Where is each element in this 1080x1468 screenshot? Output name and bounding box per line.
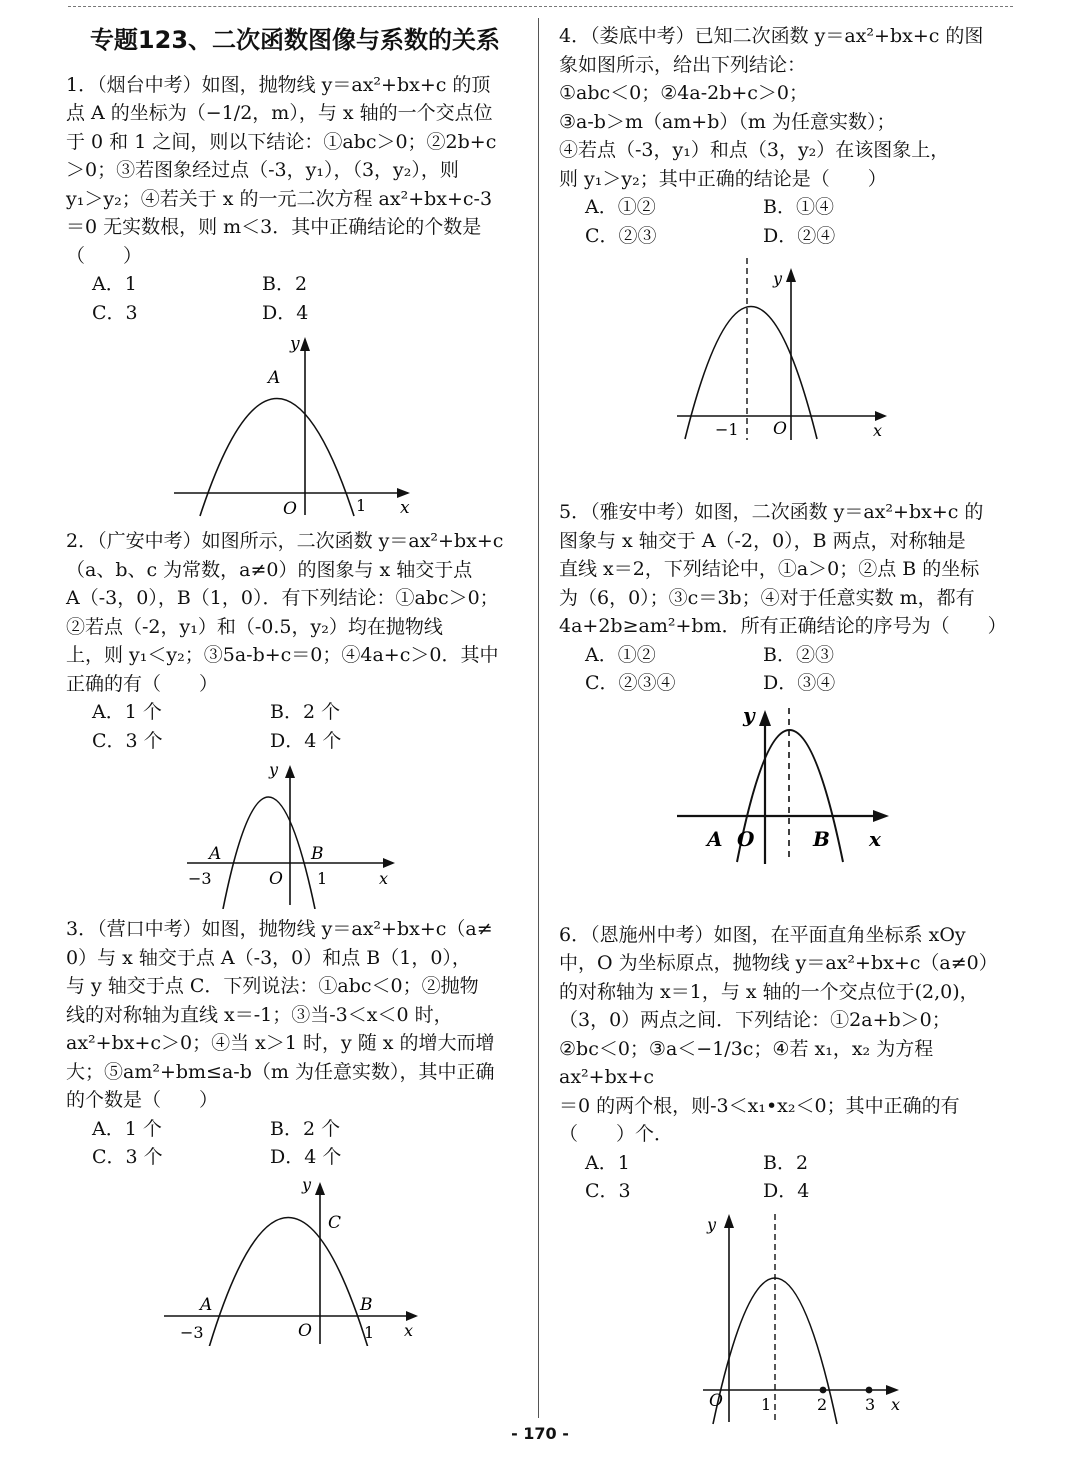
option-c[interactable]: C．②③④ — [585, 672, 676, 694]
option-b[interactable]: B．2 — [763, 1151, 809, 1174]
option-d[interactable]: D．4 — [763, 1180, 810, 1202]
x-axis-label: x — [400, 498, 410, 518]
figure-4 — [673, 254, 903, 454]
tick-neg3-label: −3 — [188, 869, 212, 888]
question-line: 的对称轴为 x＝1，与 x 轴的一个交点位于(2,0)， — [559, 980, 979, 1003]
question-line: 1．（烟台中考）如图，抛物线 y＝ax²+bx+c 的顶 — [66, 73, 491, 96]
option-d[interactable]: D．4 个 — [270, 729, 342, 752]
question-line: 2．（广安中考）如图所示，二次函数 y＝ax²+bx+c — [66, 530, 504, 552]
origin-label: O — [773, 419, 787, 439]
origin-label: O — [737, 826, 755, 851]
origin-label: O — [298, 1320, 312, 1341]
question-line: 6．（恩施州中考）如图，在平面直角坐标系 xOy — [559, 923, 966, 946]
column-divider — [538, 18, 539, 1418]
question-5 — [559, 498, 1017, 867]
tick-1-label: 1 — [317, 869, 328, 888]
option-c[interactable]: C．②③ — [585, 224, 657, 247]
question-4 — [559, 22, 1017, 454]
question-line: ax²+bx+c＞0；④当 x＞1 时，y 随 x 的增大而增 — [66, 1032, 495, 1054]
question-line: ④若点（-3，y₁）和点（3，y₂）在该图象上， — [559, 139, 950, 161]
option-b[interactable]: B．2 个 — [270, 701, 341, 723]
question-line: ②若点（-2，y₁）和（-0.5，y₂）均在抛物线 — [66, 615, 443, 638]
option-a[interactable]: A．1 个 — [92, 1117, 162, 1140]
question-line: 上，则 y₁＜y₂；③5a-b+c＝0；④4a+c＞0．其中 — [66, 644, 499, 666]
option-b[interactable]: B．①④ — [763, 196, 834, 218]
question-line: 0）与 x 轴交于点 A（-3，0）和点 B（1，0）， — [66, 946, 471, 969]
question-line: （3，0）两点之间．下列结论：①2a+b＞0； — [559, 1009, 951, 1031]
y-axis-label: y — [269, 760, 279, 779]
options — [92, 270, 524, 327]
figure-6 — [663, 1210, 913, 1430]
x-axis-label: x — [891, 1394, 901, 1414]
question-line: 与 y 轴交于点 C．下列说法：①abc＜0；②抛物 — [66, 975, 479, 997]
point-c-label: C — [328, 1212, 342, 1233]
tick-1-label: 1 — [761, 1394, 772, 1414]
origin-label: O — [283, 499, 297, 519]
question-line: 象如图所示，给出下列结论： — [559, 53, 807, 76]
y-axis-label: y — [290, 334, 300, 354]
option-a[interactable]: A．1 — [92, 273, 137, 295]
vertex-label: A — [268, 368, 281, 388]
figure-5 — [673, 702, 903, 867]
question-6 — [559, 921, 1017, 1430]
point-a-label: A — [209, 844, 222, 864]
question-line: （a、b、c 为常数，a≠0）的图象与 x 轴交于点 — [66, 558, 473, 581]
tick-2-label: 2 — [817, 1394, 828, 1414]
point-b-label: B — [360, 1294, 373, 1315]
origin-label: O — [269, 869, 283, 889]
option-b[interactable]: B．2 — [262, 273, 308, 295]
tick-label: 1 — [356, 496, 367, 515]
question-line: y₁＞y₂；④若关于 x 的一元二次方程 ax²+bx+c-3 — [66, 187, 493, 210]
y-axis-label: y — [302, 1175, 312, 1194]
point-a-label: A — [200, 1294, 213, 1315]
option-c[interactable]: C．3 个 — [92, 729, 163, 752]
question-line: 大；⑤am²+bm≤a-b（m 为任意实数），其中正确 — [66, 1060, 495, 1083]
question-line: ③a-b＞m（am+b）（m 为任意实数）； — [559, 110, 896, 133]
option-a[interactable]: A．1 个 — [92, 701, 162, 723]
question-line: ＝0 无实数根，则 m＜3．其中正确结论的个数是 — [66, 216, 482, 238]
question-line: 中，O 为坐标原点，抛物线 y＝ax²+bx+c（a≠0） — [559, 952, 998, 974]
option-d[interactable]: D．4 — [262, 301, 309, 324]
question-line: 于 0 和 1 之间，则以下结论：①abc＞0；②2b+c — [66, 130, 497, 153]
figure-3 — [160, 1176, 430, 1346]
question-line: 4a+2b≥am²+bm．所有正确结论的序号为（ ） — [559, 615, 1007, 637]
question-line: 图象与 x 轴交于 A（-2，0），B 两点，对称轴是 — [559, 529, 966, 552]
left-column — [66, 22, 524, 1352]
question-3 — [66, 915, 524, 1346]
question-line: 点 A 的坐标为（−1/2，m），与 x 轴的一个交点位 — [66, 102, 493, 124]
question-2 — [66, 527, 524, 909]
option-b[interactable]: B．②③ — [763, 643, 834, 666]
option-d[interactable]: D．③④ — [763, 672, 836, 694]
point-x3 — [866, 1386, 873, 1393]
question-line: 则 y₁＞y₂；其中正确的结论是（ ） — [559, 167, 887, 190]
point-b-label: B — [311, 844, 324, 864]
question-line: （ ） — [66, 244, 143, 267]
question-line: 线的对称轴为直线 x＝-1；③当-3＜x＜0 时， — [66, 1003, 453, 1026]
option-d[interactable]: D．②④ — [763, 224, 836, 247]
x-axis-label: x — [873, 421, 883, 440]
y-axis-label: y — [707, 1214, 717, 1234]
page-title: 专题123、二次函数图像与系数的关系 — [89, 26, 501, 54]
question-line: ①abc＜0；②4a-2b+c＞0； — [559, 82, 809, 104]
figure-2 — [185, 759, 405, 909]
option-a[interactable]: A．1 — [585, 1151, 630, 1174]
point-b-label: B — [813, 826, 830, 851]
figure-1 — [170, 331, 420, 521]
tick-neg1-label: −1 — [715, 420, 739, 439]
question-line: ＞0；③若图象经过点（-3，y₁），（3，y₂），则 — [66, 159, 459, 181]
option-c[interactable]: C．3 — [92, 301, 138, 324]
page-number: - 170 - — [511, 1424, 569, 1443]
question-line: 的个数是（ ） — [66, 1089, 219, 1111]
question-line: （ ）个． — [559, 1123, 674, 1145]
option-a[interactable]: A．①② — [585, 196, 656, 218]
tick-1-label: 1 — [364, 1322, 375, 1342]
tick-neg3-label: −3 — [180, 1322, 204, 1342]
point-a-label: A — [707, 826, 723, 851]
question-line: 正确的有（ ） — [66, 672, 219, 695]
option-a[interactable]: A．①② — [585, 643, 656, 666]
point-x2 — [820, 1386, 827, 1393]
top-dashed-rule — [68, 6, 1013, 7]
y-axis-label: y — [773, 269, 783, 288]
question-line: ②bc＜0；③a＜−1/3c；④若 x₁，x₂ 为方程 ax²+bx+c — [559, 1037, 934, 1088]
x-axis-label: x — [404, 1320, 414, 1340]
question-line: 5．（雅安中考）如图，二次函数 y＝ax²+bx+c 的 — [559, 501, 984, 523]
options — [585, 1149, 1017, 1206]
tick-3-label: 3 — [865, 1394, 876, 1414]
x-axis-label: x — [869, 826, 881, 851]
y-axis-label: y — [743, 702, 755, 727]
question-line: 3．（营口中考）如图，抛物线 y＝ax²+bx+c（a≠ — [66, 918, 493, 940]
option-d[interactable]: D．4 个 — [270, 1146, 342, 1168]
right-column — [559, 22, 1017, 1436]
options — [92, 698, 524, 755]
option-c[interactable]: C．3 — [585, 1180, 631, 1202]
question-1 — [66, 71, 524, 522]
question-line: 为（6，0）；③c＝3b；④对于任意实数 m，都有 — [559, 586, 975, 609]
option-c[interactable]: C．3 个 — [92, 1146, 163, 1168]
question-line: ＝0 的两个根，则-3＜x₁•x₂＜0；其中正确的有 — [559, 1094, 960, 1117]
origin-label: O — [709, 1390, 723, 1411]
question-line: 直线 x＝2，下列结论中，①a＞0；②点 B 的坐标 — [559, 558, 980, 580]
options — [92, 1115, 524, 1172]
options — [585, 193, 1017, 250]
x-axis-label: x — [379, 869, 389, 888]
option-b[interactable]: B．2 个 — [270, 1117, 341, 1140]
options — [585, 641, 1017, 698]
question-line: 4．（娄底中考）已知二次函数 y＝ax²+bx+c 的图 — [559, 25, 984, 47]
question-line: A（-3，0），B（1，0）．有下列结论：①abc＞0； — [66, 587, 499, 609]
